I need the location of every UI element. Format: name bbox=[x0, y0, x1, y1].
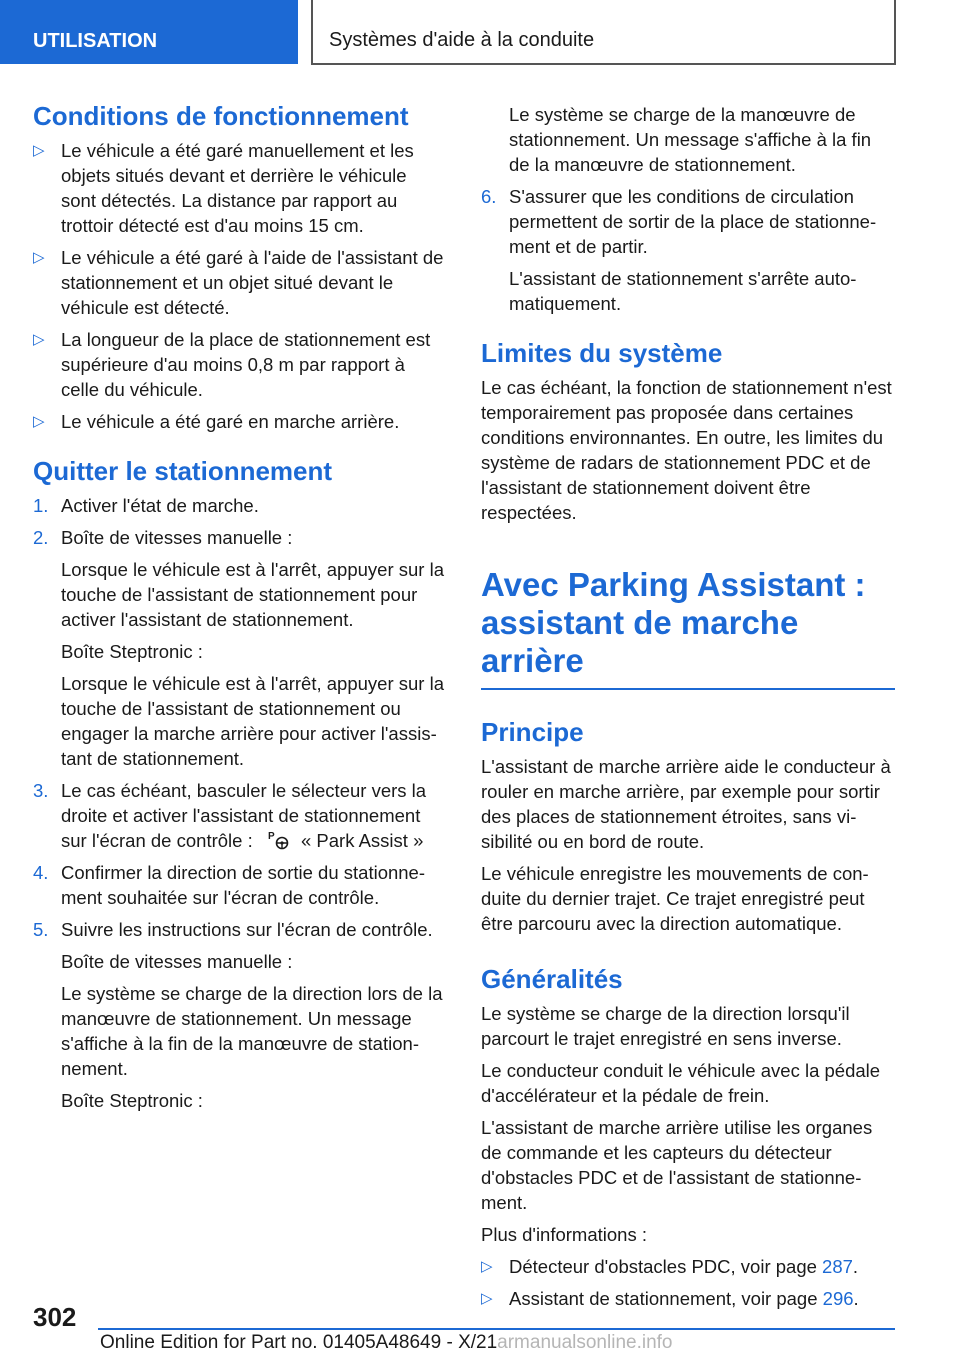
page-number: 302 bbox=[33, 1302, 77, 1332]
footer-rule bbox=[98, 1328, 895, 1330]
step-number: 1. bbox=[33, 495, 49, 516]
triangle-bullet-icon: ▷ bbox=[33, 331, 45, 348]
limites-paragraph: Le cas échéant, la fonction de stationnement n'est temporairement pas proposée dans certaines conditions environnantes. En outre, les limites du système de radars de stationnement PDC et de l'assistant de stationnement doivent être respectées. bbox=[481, 377, 892, 523]
paragraph: Le système se charge de la direction lorsqu'il parcourt le trajet enregistré en sens inverse. bbox=[481, 1003, 850, 1049]
list-item: ▷ Le véhicule a été garé à l'aide de l'assistant de stationnement et un objet situé devant le véhicule est détecté. bbox=[33, 247, 444, 318]
section-tab: UTILISATION bbox=[0, 0, 298, 64]
step-subpara: L'assistant de stationnement s'arrête automatiquement. bbox=[509, 268, 857, 314]
paragraph: Le conducteur conduit le véhicule avec la pédale d'accélérateur et la pédale de frein. bbox=[481, 1060, 881, 1106]
heading-quitter: Quitter le stationnement bbox=[33, 456, 333, 486]
step-number: 3. bbox=[33, 780, 49, 801]
step-subpara: Lorsque le véhicule est à l'arrêt, appuyer sur la touche de l'assistant de stationnement pour activer l'assistant de stationnement. bbox=[61, 559, 444, 630]
step-number: 5. bbox=[33, 919, 49, 940]
step-item: 4. Confirmer la direction de sortie du stationnement souhaitée sur l'écran de contrôle. bbox=[33, 862, 426, 908]
continuation-paragraph: Le système se charge de la manœuvre de stationnement. Un message s'affiche à la fin de la manœuvre de stationnement. bbox=[509, 104, 872, 175]
step-subpara: Boîte Steptronic : bbox=[61, 641, 203, 662]
footer-edition: Online Edition for Part no. 01405A48649 - X/21armanualsonline.info bbox=[100, 1332, 673, 1353]
paragraph: Le véhicule enregistre les mouvements de conduite du dernier trajet. Ce trajet enregistré peut être parcouru avec la direction automatique. bbox=[481, 863, 869, 934]
conditions-list bbox=[33, 138, 445, 434]
paragraph: L'assistant de marche arrière utilise les organes de commande et les capteurs du détecteur d'obstacles PDC et de l'assistant de stationnement. bbox=[481, 1117, 873, 1213]
park-assist-icon bbox=[268, 830, 290, 850]
heading-avec-parking-assistant: Avec Parking Assistant : assistant de marche arrière bbox=[481, 566, 895, 690]
references-list bbox=[481, 1254, 895, 1311]
svg-text:P: P bbox=[267, 831, 275, 842]
triangle-bullet-icon: ▷ bbox=[481, 1290, 493, 1307]
paragraph: Plus d'informations : bbox=[481, 1224, 647, 1245]
list-item: ▷ Le véhicule a été garé en marche arrière. bbox=[33, 411, 400, 432]
right-column bbox=[481, 102, 895, 1318]
step-subpara: Boîte de vitesses manuelle : bbox=[61, 951, 293, 972]
step-number: 4. bbox=[33, 862, 49, 883]
step-subpara: Le système se charge de la direction lors de la manœuvre de stationnement. Un message s'affiche à la fin de la manœuvre de stationnement. bbox=[61, 983, 443, 1079]
page-link-287[interactable]: 287 bbox=[822, 1256, 853, 1277]
quitter-steps bbox=[33, 493, 445, 1113]
triangle-bullet-icon: ▷ bbox=[33, 249, 45, 266]
heading-generalites: Généralités bbox=[481, 964, 623, 994]
triangle-bullet-icon: ▷ bbox=[33, 142, 45, 159]
heading-conditions: Conditions de fonctionnement bbox=[33, 101, 409, 131]
list-item: ▷ La longueur de la place de stationnement est supérieure d'au moins 0,8 m par rapport à celle du véhicule. bbox=[33, 329, 431, 400]
chapter-title: Systèmes d'aide à la conduite bbox=[311, 0, 896, 65]
step-6-list bbox=[481, 184, 895, 316]
left-column bbox=[33, 100, 445, 1120]
step-item: 6. S'assurer que les conditions de circulation permettent de sortir de la place de stationnement et de partir. L'assistant de stationnement s'arrête automatiquement. bbox=[481, 184, 895, 316]
watermark: armanualsonline.info bbox=[497, 1332, 673, 1353]
step-item: 3. Le cas échéant, basculer le sélecteur vers la droite et activer l'assistant de stationnement sur l'écran de contrôle : P « Park Assist » bbox=[33, 780, 427, 851]
paragraph: L'assistant de marche arrière aide le conducteur à rouler en marche arrière, par exemple pour sortir des places de stationnement étroites, sans visibilité ou en bord de route. bbox=[481, 756, 891, 852]
step-subpara: Lorsque le véhicule est à l'arrêt, appuyer sur la touche de l'assistant de stationnement ou engager la marche arrière pour activer l'assistant de stationnement. bbox=[61, 673, 444, 769]
triangle-bullet-icon: ▷ bbox=[33, 413, 45, 430]
heading-principe: Principe bbox=[481, 717, 584, 747]
list-item: ▷ Le véhicule a été garé manuellement et les objets situés devant et derrière le véhicule sont détectés. La distance par rapport au trottoir détecté est d'au moins 15 cm. bbox=[33, 140, 414, 236]
step-subpara: Boîte Steptronic : bbox=[61, 1090, 203, 1111]
step-item: 5. Suivre les instructions sur l'écran de contrôle. Boîte de vitesses manuelle : Le système se charge de la direction lors de la manœuvre de stationnement. Un message s'affiche à la fin de la manœuvre de stationnement. Boîte Steptronic : bbox=[33, 917, 445, 1113]
step-number: 6. bbox=[481, 186, 497, 207]
step-item: 1. Activer l'état de marche. bbox=[33, 495, 259, 516]
step-item: 2. Boîte de vitesses manuelle : Lorsque le véhicule est à l'arrêt, appuyer sur la touche de l'assistant de stationnement pour activer l'assistant de stationnement. Boîte Steptronic : Lorsque le véhicule est à l'arrêt, appuyer sur la touche de l'assistant de stationnement ou engager la marche arrière pour activer l'assistant de stationnement. bbox=[33, 527, 444, 769]
list-item: ▷ Assistant de stationnement, voir page 296. bbox=[481, 1288, 859, 1309]
step-number: 2. bbox=[33, 527, 49, 548]
list-item: ▷ Détecteur d'obstacles PDC, voir page 287. bbox=[481, 1256, 859, 1277]
heading-limites: Limites du système bbox=[481, 338, 723, 368]
page-link-296[interactable]: 296 bbox=[822, 1288, 854, 1309]
triangle-bullet-icon: ▷ bbox=[481, 1258, 493, 1275]
